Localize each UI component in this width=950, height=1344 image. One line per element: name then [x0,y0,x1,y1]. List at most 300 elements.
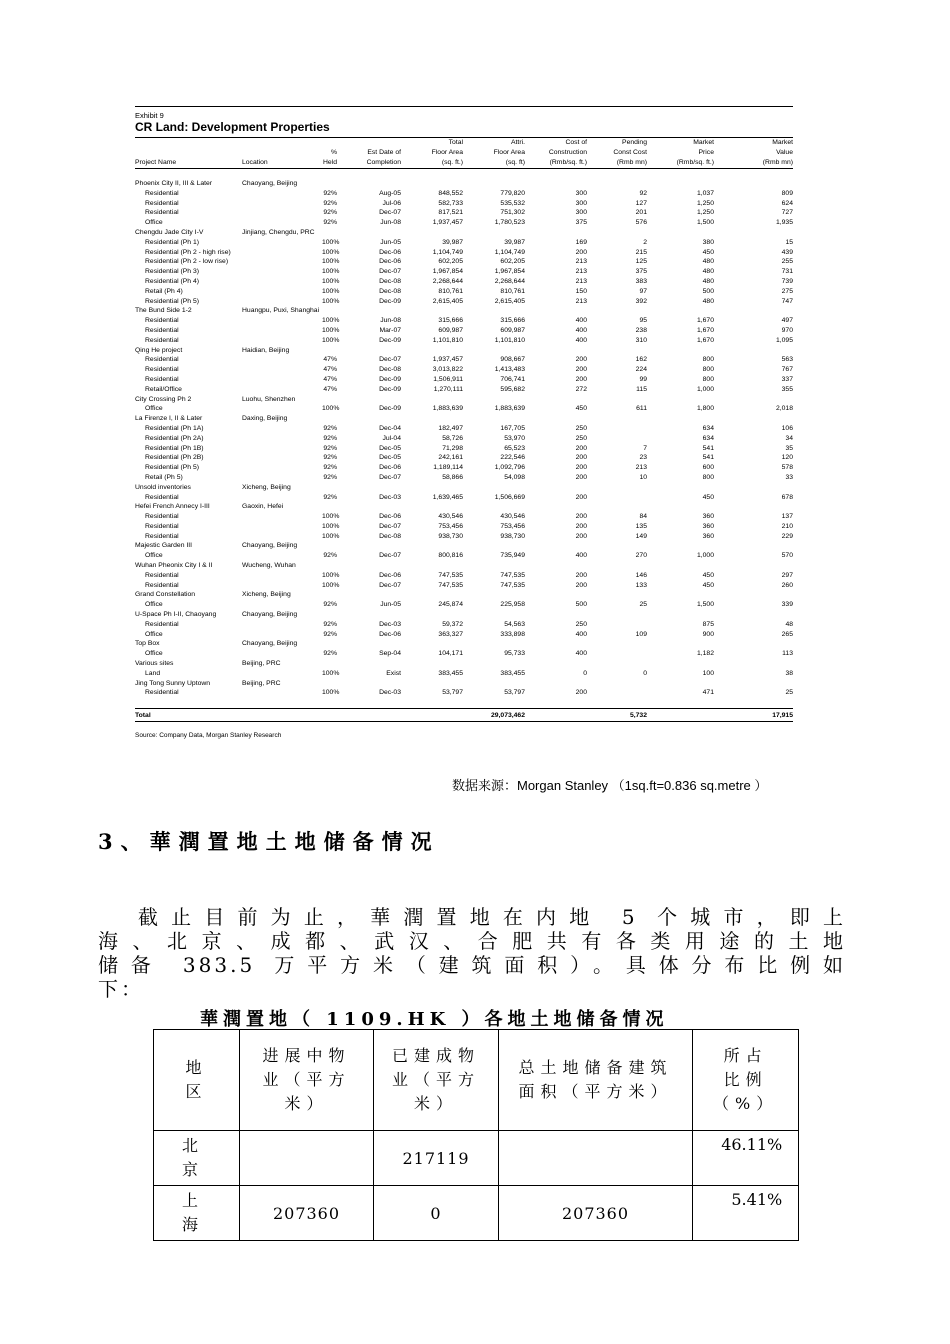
held-pct: 92% [323,199,337,207]
component-name: Residential [145,689,179,697]
total-floor-area: 2,615,405 [432,297,463,305]
table-row [135,336,793,346]
market-price: 380 [702,238,714,246]
total-floor-area: 938,730 [438,532,463,540]
project-name: Various sites [135,660,174,668]
completion-date: Dec-06 [379,464,401,472]
market-value: 260 [781,581,793,589]
construction-cost: 250 [575,620,587,628]
header-held-2: Held [322,158,337,169]
construction-cost: 400 [575,650,587,658]
construction-cost: 300 [575,209,587,217]
total-floor-area: 58,726 [442,434,463,442]
header-market-value-1: Market [772,139,793,146]
held-pct: 100% [322,532,340,540]
component-name: Residential (Ph 2 - high rise) [145,248,231,256]
construction-cost: 300 [575,199,587,207]
empty-cell [242,326,322,336]
construction-cost: 200 [575,454,587,462]
project-location: Jinjiang, Chengdu, PRC [242,228,315,236]
table-row [135,326,793,336]
market-price: 1,500 [696,219,714,227]
construction-cost: 200 [575,366,587,374]
empty-cell [242,512,322,522]
market-price: 450 [702,493,714,501]
component-name: Residential (Ph 1B) [145,444,204,452]
empty-cell [242,630,322,640]
total-floor-area: 817,521 [438,209,463,217]
header-total-reserve: 总土地储备建筑面积（平方米） [518,1058,673,1101]
project-name: Chengdu Jade City I-V [135,228,204,236]
project-group-row [135,179,793,189]
held-pct: 92% [323,620,337,628]
pending-cost [587,649,647,659]
component-name: Office [145,601,163,609]
market-value: 229 [781,532,793,540]
table-row [135,404,793,414]
market-price: 800 [702,366,714,374]
construction-cost: 250 [575,434,587,442]
project-group-row [135,590,793,600]
project-location: Chaoyang, Beijing [242,640,298,648]
construction-cost: 150 [575,287,587,295]
construction-cost: 200 [575,248,587,256]
project-name: Qing He project [135,346,183,354]
completion-date: Exist [386,669,401,677]
total-floor-area: 582,733 [438,199,463,207]
project-location: Chaoyang, Beijing [242,180,298,187]
project-group-row [135,414,793,424]
share-cell: 46.11% [721,1135,783,1154]
completion-date: Sep-04 [379,650,401,658]
market-value: 38 [785,669,793,677]
attri-floor-area: 333,898 [500,630,525,638]
held-pct: 100% [322,238,340,246]
component-name: Office [145,630,163,638]
project-location: Xicheng, Beijing [242,591,291,599]
component-name: Residential [145,571,179,579]
held-pct: 100% [322,336,340,344]
market-price: 450 [702,571,714,579]
market-value: 563 [781,356,793,364]
completion-date: Jun-05 [380,238,401,246]
market-value: 970 [781,326,793,334]
held-pct: 92% [323,444,337,452]
attri-floor-area: 167,705 [500,424,525,432]
share-cell: 5.41% [731,1190,783,1209]
held-pct: 92% [323,493,337,501]
component-name: Residential [145,375,179,383]
market-price: 800 [702,473,714,481]
held-pct: 100% [322,277,340,285]
total-floor-area: 71,298 [442,444,463,452]
header-region: 地区 [185,1058,208,1101]
held-pct: 92% [323,473,337,481]
market-value: 297 [781,571,793,579]
construction-cost: 400 [575,552,587,560]
market-price: 1,250 [696,199,714,207]
completion-date: Mar-07 [379,326,401,334]
project-name: Phoenix City II, III & Later [135,180,213,187]
table-row [135,267,793,277]
market-value: 25 [785,689,793,697]
attri-floor-area: 1,101,810 [494,336,525,344]
project-name: City Crossing Ph 2 [135,395,192,403]
attri-floor-area: 430,546 [500,513,525,521]
total-floor-area: 1,883,639 [432,405,463,413]
component-name: Residential [145,356,179,364]
total-floor-area: 59,372 [442,620,463,628]
component-name: Residential (Ph 5) [145,297,200,305]
attri-floor-area: 39,987 [504,238,525,246]
header-attri-fa-1: Attri. [511,139,525,146]
empty-cell [242,355,322,365]
completion-date: Dec-03 [379,689,401,697]
completion-date: Dec-08 [379,287,401,295]
total-pending-cost: 5,732 [587,709,647,722]
component-name: Residential (Ph 2A) [145,434,204,442]
header-cost-1: Cost of [565,139,587,146]
construction-cost: 450 [575,405,587,413]
completion-date: Dec-09 [379,297,401,305]
market-value: 137 [781,513,793,521]
total-floor-area: 242,161 [438,454,463,462]
pending-cost: 127 [635,199,647,207]
table-row [135,581,793,591]
market-price: 1,670 [696,326,714,334]
held-pct: 92% [323,189,337,197]
attri-floor-area: 1,413,483 [494,366,525,374]
table-row [135,287,793,297]
table-row [135,649,793,659]
market-value: 120 [781,454,793,462]
pending-cost: 392 [635,297,647,305]
construction-cost: 200 [575,464,587,472]
table-row [135,522,793,532]
exhibit [135,106,793,739]
paragraph-line: 海、北京、成都、武汉、合肥共有各类用途的土地 [98,929,846,953]
total-floor-area: 383,455 [438,669,463,677]
component-name: Residential [145,336,179,344]
total-floor-area: 430,546 [438,513,463,521]
market-price: 1,250 [696,209,714,217]
table-row [135,189,793,199]
table-row [135,248,793,258]
pending-cost: 99 [639,375,647,383]
header-pending-3: (Rmb mn) [587,158,647,169]
empty-cell [242,257,322,267]
total-floor-area: 753,456 [438,522,463,530]
table-row [135,385,793,395]
empty-cell [242,267,322,277]
attri-floor-area: 2,268,644 [494,277,525,285]
held-pct: 100% [322,689,340,697]
construction-cost: 200 [575,375,587,383]
project-group-row [135,561,793,571]
empty-cell [242,385,322,395]
empty-cell [242,434,322,444]
pending-cost [587,493,647,503]
attri-floor-area: 602,205 [500,258,525,266]
spacer-row [135,698,793,709]
pending-cost: 109 [635,630,647,638]
component-name: Residential (Ph 1A) [145,424,204,432]
component-name: Residential (Ph 3) [145,268,200,276]
market-value: 678 [781,493,793,501]
held-pct: 47% [323,366,337,374]
completion-date: Dec-07 [379,268,401,276]
empty-cell [242,522,322,532]
attri-floor-area: 95,733 [504,650,525,658]
attri-floor-area: 908,667 [500,356,525,364]
attri-floor-area: 2,615,405 [494,297,525,305]
empty-cell [242,473,322,483]
total-cell: 207360 [561,1203,630,1223]
component-name: Residential [145,366,179,374]
empty-cell [242,336,322,346]
market-price: 360 [702,532,714,540]
component-name: Residential [145,199,179,207]
held-pct: 100% [322,571,340,579]
project-group-row [135,483,793,493]
project-location: Chaoyang, Beijing [242,542,298,550]
construction-cost: 300 [575,189,587,197]
header-completed: 已建成物业（平方米） [391,1046,480,1113]
market-value: 15 [785,238,793,246]
construction-cost: 400 [575,630,587,638]
empty-cell [242,571,322,581]
market-value: 33 [785,473,793,481]
empty-cell [242,600,322,610]
component-name: Residential [145,326,179,334]
section-heading: 3、華潤置地土地储备情况 [98,829,440,854]
market-value: 809 [781,189,793,197]
empty-cell [242,649,322,659]
header-in-progress: 进展中物业（平方米） [262,1046,351,1113]
attri-floor-area: 1,780,523 [494,219,525,227]
project-group-row [135,610,793,620]
header-est-date-2: Completion [337,158,401,169]
completion-date: Jun-08 [380,219,401,227]
empty-cell [242,669,322,679]
construction-cost: 200 [575,532,587,540]
empty-cell [242,277,322,287]
total-floor-area: 1,937,457 [432,356,463,364]
empty-cell [242,189,322,199]
project-location: Haidian, Beijing [242,346,290,354]
body-paragraph [98,905,846,1001]
completion-date: Dec-07 [379,209,401,217]
pending-cost: 0 [643,669,647,677]
table-row [135,571,793,581]
header-project-name: Project Name [135,158,242,169]
empty-cell [242,199,322,209]
table-row [135,316,793,326]
region-cell: 上海 [182,1191,205,1234]
paragraph-line: 截止目前为止，華潤置地在内地 5 个城市，即上 [138,905,846,929]
market-price: 100 [702,669,714,677]
component-name: Office [145,219,163,227]
header-share: 所占比例（%） [713,1046,779,1113]
spacer-row [135,169,793,180]
header-cost-3: (Rmb/sq. ft.) [525,158,587,169]
held-pct: 100% [322,287,340,295]
total-floor-area: 3,013,822 [432,366,463,374]
table-row [135,444,793,454]
market-price: 360 [702,522,714,530]
market-value: 747 [781,297,793,305]
component-name: Residential [145,522,179,530]
empty-cell [242,493,322,503]
market-value: 1,935 [775,219,793,227]
table-row [135,551,793,561]
market-price: 480 [702,268,714,276]
project-group-row [135,659,793,669]
region-cell: 北京 [182,1136,205,1179]
held-pct: 92% [323,650,337,658]
market-value: 578 [781,464,793,472]
market-value: 570 [781,552,793,560]
component-name: Residential [145,513,179,521]
pending-cost: 135 [635,522,647,530]
market-price: 1,000 [696,385,714,393]
pending-cost: 10 [639,473,647,481]
pending-cost: 23 [639,454,647,462]
project-name: Wuhan Pheonix City I & II [135,562,213,570]
component-name: Residential [145,620,179,628]
pending-cost: 84 [639,513,647,521]
total-floor-area: 39,987 [442,238,463,246]
component-name: Land [145,669,161,677]
held-pct: 100% [322,317,340,325]
component-name: Residential (Ph 5) [145,464,200,472]
construction-cost: 200 [575,522,587,530]
header-market-price-3: (Rmb/sq. ft.) [647,158,714,169]
component-name: Residential (Ph 2 - low rise) [145,258,229,266]
land-reserve-table [153,1029,799,1241]
project-name: The Bund Side 1-2 [135,307,192,315]
component-name: Residential [145,189,179,197]
project-location: Luohu, Shenzhen [242,395,296,403]
market-price: 800 [702,375,714,383]
empty-cell [242,365,322,375]
empty-cell [242,404,322,414]
total-floor-area: 747,535 [438,571,463,579]
construction-cost: 200 [575,581,587,589]
total-row [135,709,793,722]
in-progress-cell: 207360 [272,1203,341,1223]
total-floor-area: 2,268,644 [432,277,463,285]
table-body [135,169,793,709]
market-price: 480 [702,258,714,266]
empty-cell [242,316,322,326]
component-name: Retail (Ph 4) [145,287,183,295]
empty-cell [242,620,322,630]
attri-floor-area: 65,523 [504,444,525,452]
total-floor-area: 609,987 [438,326,463,334]
attri-floor-area: 810,761 [500,287,525,295]
header-total-fa-2: Floor Area [431,149,463,156]
project-name: Jing Tong Sunny Uptown [135,679,211,687]
completion-date: Dec-05 [379,454,401,462]
exhibit-top-rule [135,106,793,107]
completion-date: Dec-09 [379,385,401,393]
component-name: Office [145,552,163,560]
attri-floor-area: 779,820 [500,189,525,197]
total-floor-area: 53,797 [442,689,463,697]
attri-floor-area: 747,535 [500,571,525,579]
empty-cell [242,238,322,248]
attri-floor-area: 54,563 [504,620,525,628]
project-location: Chaoyang, Beijing [242,611,298,619]
construction-cost: 200 [575,571,587,579]
total-floor-area: 602,205 [438,258,463,266]
construction-cost: 375 [575,219,587,227]
completion-date: Aug-05 [379,189,401,197]
attri-floor-area: 595,682 [500,385,525,393]
table-row [135,620,793,630]
project-group-row [135,639,793,649]
total-floor-area: 1,189,114 [433,464,463,472]
project-group-row [135,395,793,405]
total-floor-area: 315,666 [438,317,463,325]
table-row [135,434,793,444]
project-group-row [135,306,793,316]
empty-cell [242,463,322,473]
attri-floor-area: 1,883,639 [494,405,525,413]
header-market-value-3: (Rmb mn) [714,158,793,169]
market-price: 541 [702,444,714,452]
total-floor-area: 810,761 [438,287,463,295]
construction-cost: 200 [575,473,587,481]
development-properties-table [135,137,793,722]
header-pending-2: Const Cost [613,149,647,156]
completion-date: Dec-08 [379,277,401,285]
completion-date: Jul-04 [382,434,401,442]
completion-date: Dec-07 [379,581,401,589]
exhibit-source: Source: Company Data, Morgan Stanley Research [135,732,282,740]
header-cost-2: Construction [548,149,587,156]
market-price: 1,800 [696,405,714,413]
held-pct: 92% [323,434,337,442]
pending-cost: 162 [635,356,647,364]
market-value: 727 [781,209,793,217]
construction-cost: 400 [575,336,587,344]
market-price: 450 [702,248,714,256]
exhibit-label: Exhibit 9 [135,111,164,120]
completed-cell: 217119 [402,1148,470,1168]
project-name: La Firenze I, II & Later [135,415,203,423]
held-pct: 92% [323,219,337,227]
held-pct: 92% [323,209,337,217]
total-floor-area: 800,816 [438,552,463,560]
held-pct: 92% [323,552,337,560]
table-row [135,424,793,434]
project-location: Beijing, PRC [242,679,281,687]
construction-cost: 213 [575,258,587,266]
empty-cell [242,218,322,228]
project-location: Beijing, PRC [242,660,281,668]
attri-floor-area: 938,730 [500,532,525,540]
attri-floor-area: 751,302 [500,209,525,217]
table-row [135,238,793,248]
market-price: 634 [702,434,714,442]
project-group-row [135,541,793,551]
market-price: 875 [702,620,714,628]
table-row [135,208,793,218]
total-floor-area: 848,552 [438,189,463,197]
held-pct: 100% [322,513,340,521]
